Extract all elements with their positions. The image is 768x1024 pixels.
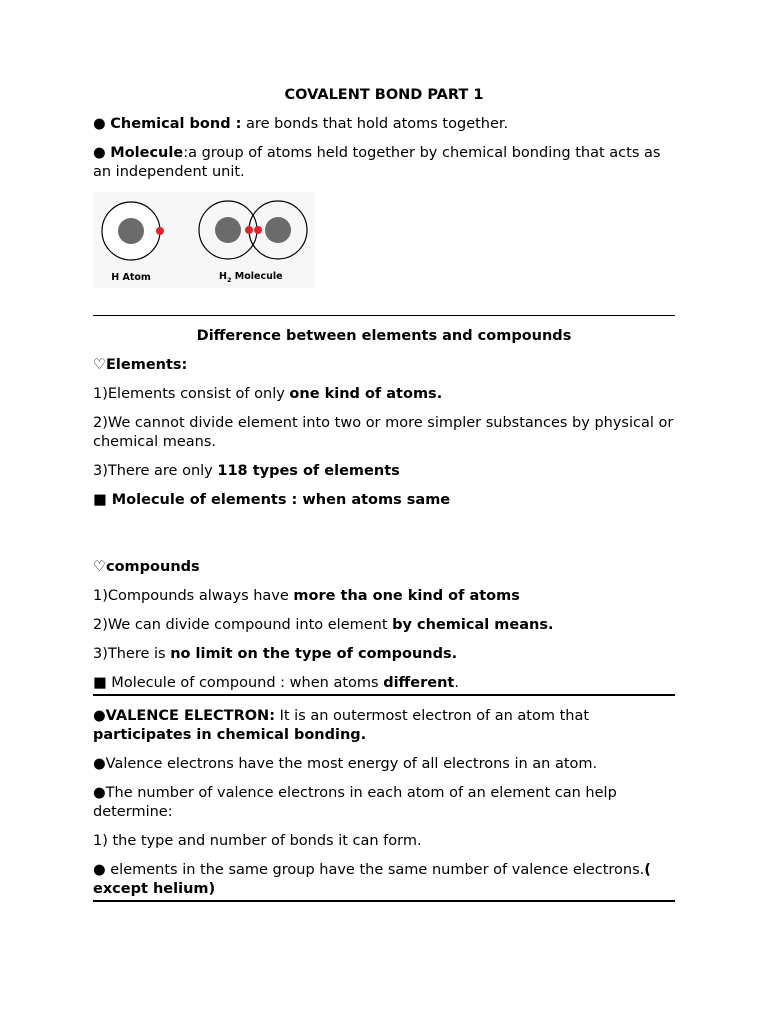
elements-point-3: 3)There are only 118 types of elements <box>93 463 400 479</box>
chemical-bond-term: Chemical bond : <box>110 116 242 132</box>
same-group-note: ● elements in the same group have the same number of valence electrons.( except helium) <box>93 862 651 897</box>
bullet: ● <box>93 116 106 132</box>
section-divider <box>93 900 675 902</box>
section-heading: Difference between elements and compounds <box>196 328 572 344</box>
molecule-definition <box>93 144 675 182</box>
h-atom-h2-molecule-diagram <box>93 192 675 288</box>
document-page <box>93 86 675 902</box>
elements-point-1: 1)Elements consist of only one kind of atoms. <box>93 386 443 402</box>
compounds-point-3: 3)There is no limit on the type of compounds. <box>93 646 458 662</box>
valence-point-1: 1) the type and number of bonds it can form. <box>93 833 422 849</box>
elements-point-2: 2)We cannot divide element into two or more simpler substances by physical or chemical means. <box>93 415 674 450</box>
h-atom-electron <box>156 227 164 235</box>
compounds-point-1: 1)Compounds always have more tha one kind of atoms <box>93 588 520 604</box>
elements-heading: ♡Elements: <box>93 357 188 373</box>
h2-shared-electron <box>245 226 253 234</box>
molecule-of-elements: ■ Molecule of elements : when atoms same <box>93 492 451 508</box>
h2-left-nucleus <box>215 217 241 243</box>
h-atom-nucleus <box>118 218 144 244</box>
bullet: ● <box>93 145 106 161</box>
chemical-bond-text: are bonds that hold atoms together. <box>241 116 509 132</box>
h2-molecule-label: $H_2$ Molecule <box>219 271 283 284</box>
h2-shared-electron <box>254 226 262 234</box>
h-atom-label: H Atom <box>111 272 151 283</box>
molecule-of-compound: ■ Molecule of compound : when atoms different. <box>93 675 459 691</box>
compounds-heading: ♡compounds <box>93 559 200 575</box>
molecule-text: :a group of atoms held together by chemical bonding that acts as an independent unit. <box>93 145 661 180</box>
valence-energy-note: ●Valence electrons have the most energy of all electrons in an atom. <box>93 756 598 772</box>
compounds-point-2: 2)We can divide compound into element by chemical means. <box>93 617 554 633</box>
page-title: COVALENT BOND PART 1 <box>284 87 484 103</box>
chemical-bond-definition <box>93 115 675 134</box>
valence-electron-definition: ●VALENCE ELECTRON: It is an outermost electron of an atom that participates in chemical bonding. <box>93 708 590 743</box>
molecule-term: Molecule <box>110 145 184 161</box>
hydrogen-diagram <box>93 192 323 288</box>
h2-right-nucleus <box>265 217 291 243</box>
valence-determine-note: ●The number of valence electrons in each atom of an element can help determine: <box>93 785 617 820</box>
